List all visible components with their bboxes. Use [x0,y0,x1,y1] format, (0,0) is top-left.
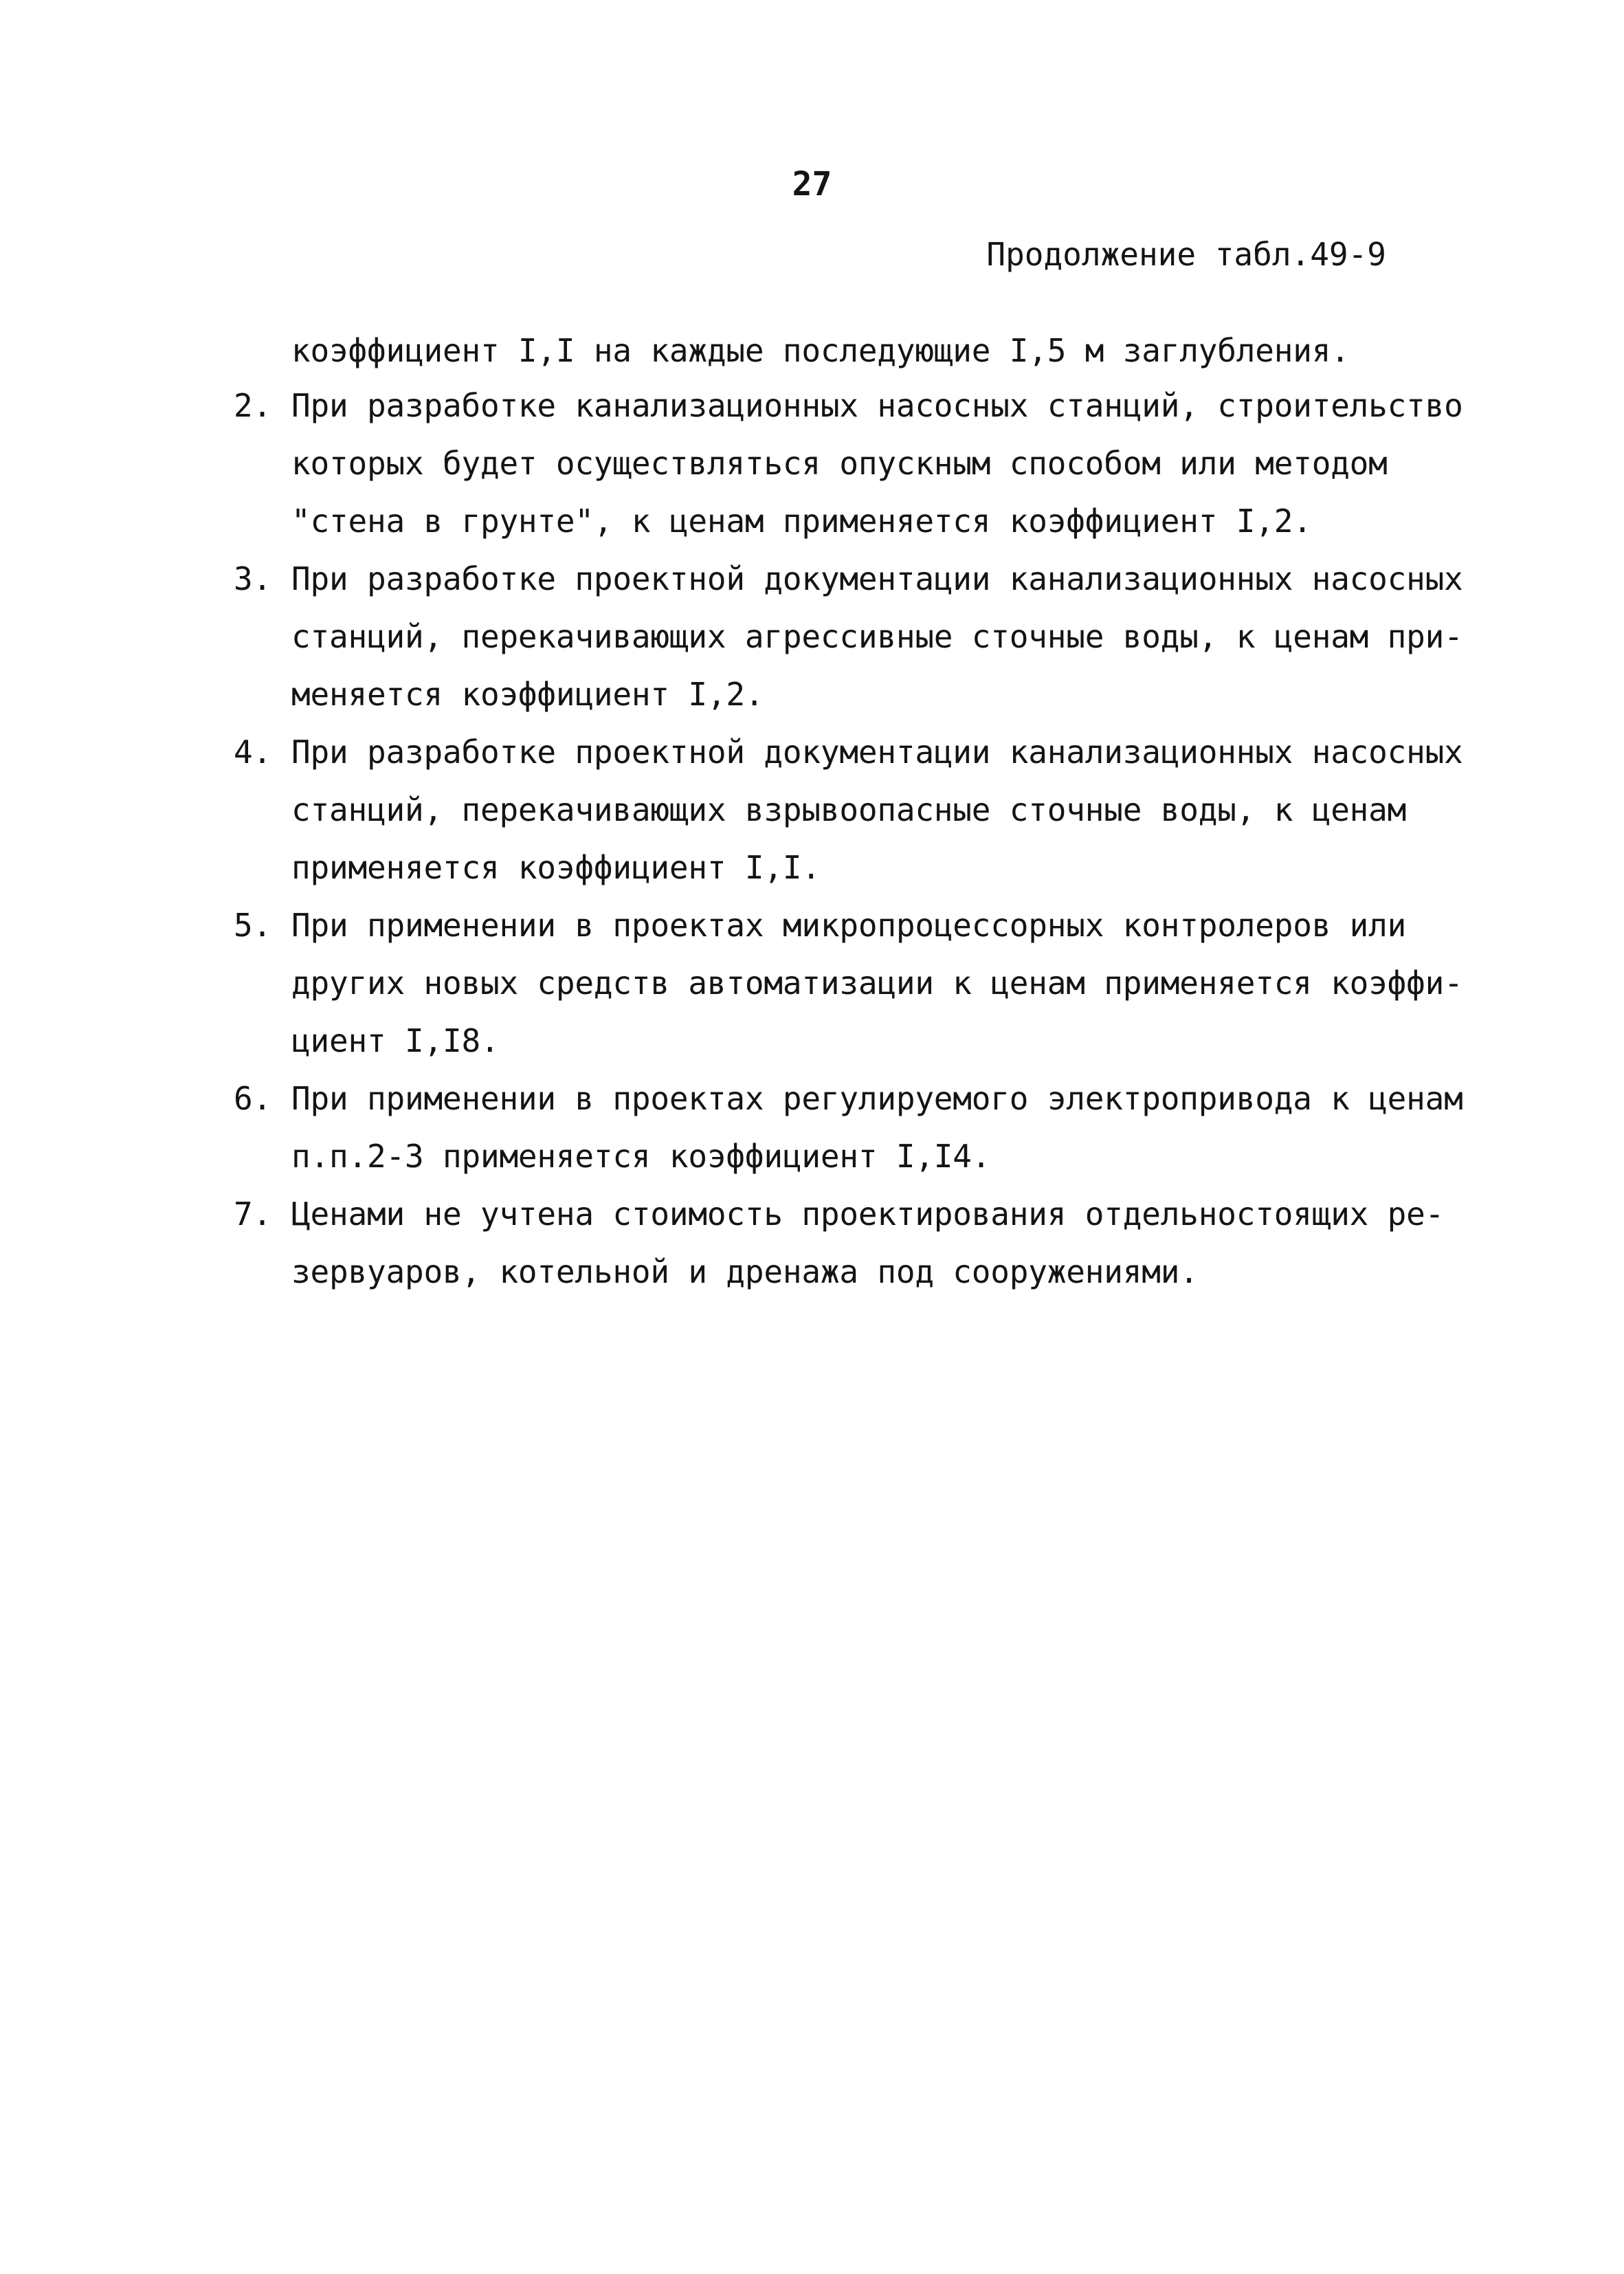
note-number: 7. [234,1195,272,1233]
note-line: станций, перекачивающих взрывоопасные сточные воды, к ценам [291,791,1407,828]
note-line: "стена в грунте", к ценам применяется коэффициент I,2. [291,503,1312,540]
note-line: При разработке канализационных насосных станций, строительство [291,387,1463,424]
note-line: других новых средств автоматизации к ценам применяется коэффи- [291,964,1463,1002]
intro-line: коэффициент I,I на каждые последующие I,5 м заглубления. [291,332,1350,369]
note-number: 6. [234,1080,272,1117]
note-line: При разработке проектной документации канализационных насосных [291,560,1463,597]
note-line: циент I,I8. [291,1022,500,1059]
note-line: Ценами не учтена стоимость проектирования отдельностоящих ре- [291,1195,1445,1233]
note-line: При применении в проектах микропроцессорных контролеров или [291,907,1407,944]
note-line: п.п.2-3 применяется коэффициент I,I4. [291,1138,991,1175]
note-line: которых будет осуществляться опускным способом или методом [291,445,1388,482]
note-line: зервуаров, котельной и дренажа под сооружениями. [291,1253,1199,1290]
note-number: 5. [234,907,272,944]
page-number: 27 [792,165,832,203]
note-line: При разработке проектной документации канализационных насосных [291,733,1463,771]
table-continuation-label: Продолжение табл.49-9 [986,236,1386,273]
note-line: При применении в проектах регулируемого электропривода к ценам [291,1080,1463,1117]
note-line: применяется коэффициент I,I. [291,849,821,886]
note-number: 2. [234,387,272,424]
note-number: 4. [234,733,272,771]
note-line: станций, перекачивающих агрессивные сточные воды, к ценам при- [291,618,1463,655]
note-line: меняется коэффициент I,2. [291,676,764,713]
note-number: 3. [234,560,272,597]
